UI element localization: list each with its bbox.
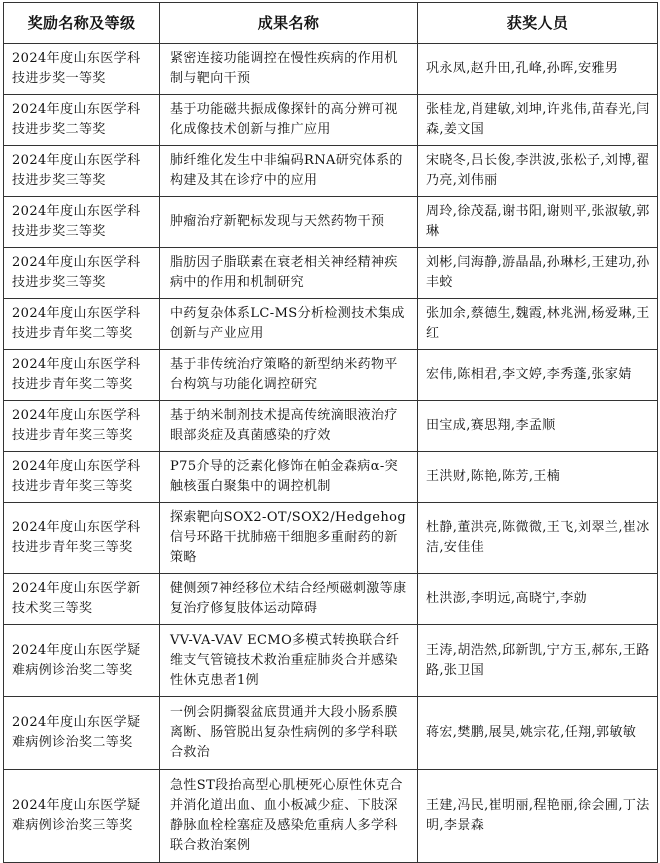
award-level-cell: 2024年度山东医学疑难病例诊治奖三等奖 <box>4 770 160 863</box>
awardees-cell: 周玲,徐茂磊,谢书阳,谢则平,张淑敏,郭琳 <box>418 197 658 248</box>
achievement-title-cell: VV-VA-VAV ECMO多模式转换联合纤维支气管镜技术救治重症肺炎合并感染性休克患者1例 <box>160 625 418 697</box>
awardees-cell: 蒋宏,樊鹏,展昊,姚宗花,任翔,郭敏敏 <box>418 697 658 770</box>
award-level-cell: 2024年度山东医学疑难病例诊治奖二等奖 <box>4 697 160 770</box>
achievement-title-cell: 脂肪因子脂联素在衰老相关神经精神疾病中的作用和机制研究 <box>160 248 418 299</box>
table-row <box>4 248 658 299</box>
awardees-cell: 王洪财,陈艳,陈芳,王楠 <box>418 452 658 503</box>
achievement-title-cell: 基于纳米制剂技术提高传统滴眼液治疗眼部炎症及真菌感染的疗效 <box>160 401 418 452</box>
awardees-cell: 宏伟,陈相君,李文婷,李秀蓬,张家婧 <box>418 350 658 401</box>
award-level-cell: 2024年度山东医学科技进步青年奖二等奖 <box>4 299 160 350</box>
achievement-title-cell: 急性ST段抬高型心肌梗死心原性休克合并消化道出血、血小板减少症、下肢深静脉血栓栓塞症及感染危重病人多学科联合救治案例 <box>160 770 418 863</box>
achievement-title-cell: 肺纤维化发生中非编码RNA研究体系的构建及其在诊疗中的应用 <box>160 146 418 197</box>
awardees-cell: 张加余,蔡德生,魏霞,林兆洲,杨爱琳,王红 <box>418 299 658 350</box>
achievement-title-cell: 肿瘤治疗新靶标发现与天然药物干预 <box>160 197 418 248</box>
header-row <box>4 3 658 44</box>
table-row <box>4 770 658 863</box>
table-row <box>4 697 658 770</box>
achievement-title-cell: P75介导的泛素化修饰在帕金森病α-突触核蛋白聚集中的调控机制 <box>160 452 418 503</box>
table-row <box>4 401 658 452</box>
achievement-title-cell: 健侧颈7神经移位术结合经颅磁刺激等康复治疗修复肢体运动障碍 <box>160 574 418 625</box>
table-row <box>4 95 658 146</box>
awardees-cell: 杜洪澎,李明远,高晓宁,李勍 <box>418 574 658 625</box>
award-level-cell: 2024年度山东医学科技进步青年奖二等奖 <box>4 350 160 401</box>
awardees-cell: 王建,冯民,崔明丽,程艳丽,徐会圃,丁法明,李景森 <box>418 770 658 863</box>
awards-table <box>3 2 658 863</box>
header-achievement-title: 成果名称 <box>160 3 418 44</box>
award-level-cell: 2024年度山东医学科技进步奖二等奖 <box>4 95 160 146</box>
awardees-cell: 田宝成,赛思翔,李孟顺 <box>418 401 658 452</box>
award-level-cell: 2024年度山东医学科技进步青年奖三等奖 <box>4 401 160 452</box>
award-level-cell: 2024年度山东医学科技进步青年奖三等奖 <box>4 452 160 503</box>
award-level-cell: 2024年度山东医学疑难病例诊治奖二等奖 <box>4 625 160 697</box>
achievement-title-cell: 紧密连接功能调控在慢性疾病的作用机制与靶向干预 <box>160 44 418 95</box>
award-level-cell: 2024年度山东医学科技进步奖三等奖 <box>4 146 160 197</box>
table-row <box>4 574 658 625</box>
table-row <box>4 146 658 197</box>
awardees-cell: 王涛,胡浩然,邱新凯,宁方玉,郝东,王路路,张卫国 <box>418 625 658 697</box>
achievement-title-cell: 基于非传统治疗策略的新型纳米药物平台构筑与功能化调控研究 <box>160 350 418 401</box>
awardees-cell: 杜静,董洪亮,陈微微,王飞,刘翠兰,崔冰洁,安佳佳 <box>418 503 658 574</box>
award-level-cell: 2024年度山东医学科技进步青年奖三等奖 <box>4 503 160 574</box>
awardees-cell: 巩永凤,赵升田,孔峰,孙晖,安雅男 <box>418 44 658 95</box>
award-level-cell: 2024年度山东医学科技进步奖一等奖 <box>4 44 160 95</box>
award-level-cell: 2024年度山东医学科技进步奖三等奖 <box>4 197 160 248</box>
achievement-title-cell: 中药复杂体系LC-MS分析检测技术集成创新与产业应用 <box>160 299 418 350</box>
table-row <box>4 44 658 95</box>
header-award-level: 奖励名称及等级 <box>4 3 160 44</box>
awardees-cell: 宋晓冬,吕长俊,李洪波,张松子,刘博,翟乃亮,刘伟丽 <box>418 146 658 197</box>
awardees-cell: 张桂龙,肖建敏,刘坤,许兆伟,苗春光,闫森,姜文国 <box>418 95 658 146</box>
table-row <box>4 299 658 350</box>
achievement-title-cell: 一例会阴撕裂盆底贯通并大段小肠系膜离断、肠管脱出复杂性病例的多学科联合救治 <box>160 697 418 770</box>
table-row <box>4 452 658 503</box>
achievement-title-cell: 探索靶向SOX2-OT/SOX2/Hedgehog信号环路干扰肺癌干细胞多重耐药的新策略 <box>160 503 418 574</box>
header-awardees: 获奖人员 <box>418 3 658 44</box>
table-row <box>4 197 658 248</box>
table-row <box>4 625 658 697</box>
award-level-cell: 2024年度山东医学新技术奖三等奖 <box>4 574 160 625</box>
award-level-cell: 2024年度山东医学科技进步奖三等奖 <box>4 248 160 299</box>
awardees-cell: 刘彬,闫海静,游晶晶,孙琳杉,王建功,孙丰蛟 <box>418 248 658 299</box>
achievement-title-cell: 基于功能磁共振成像探针的高分辨可视化成像技术创新与推广应用 <box>160 95 418 146</box>
table-row <box>4 350 658 401</box>
table-row <box>4 503 658 574</box>
